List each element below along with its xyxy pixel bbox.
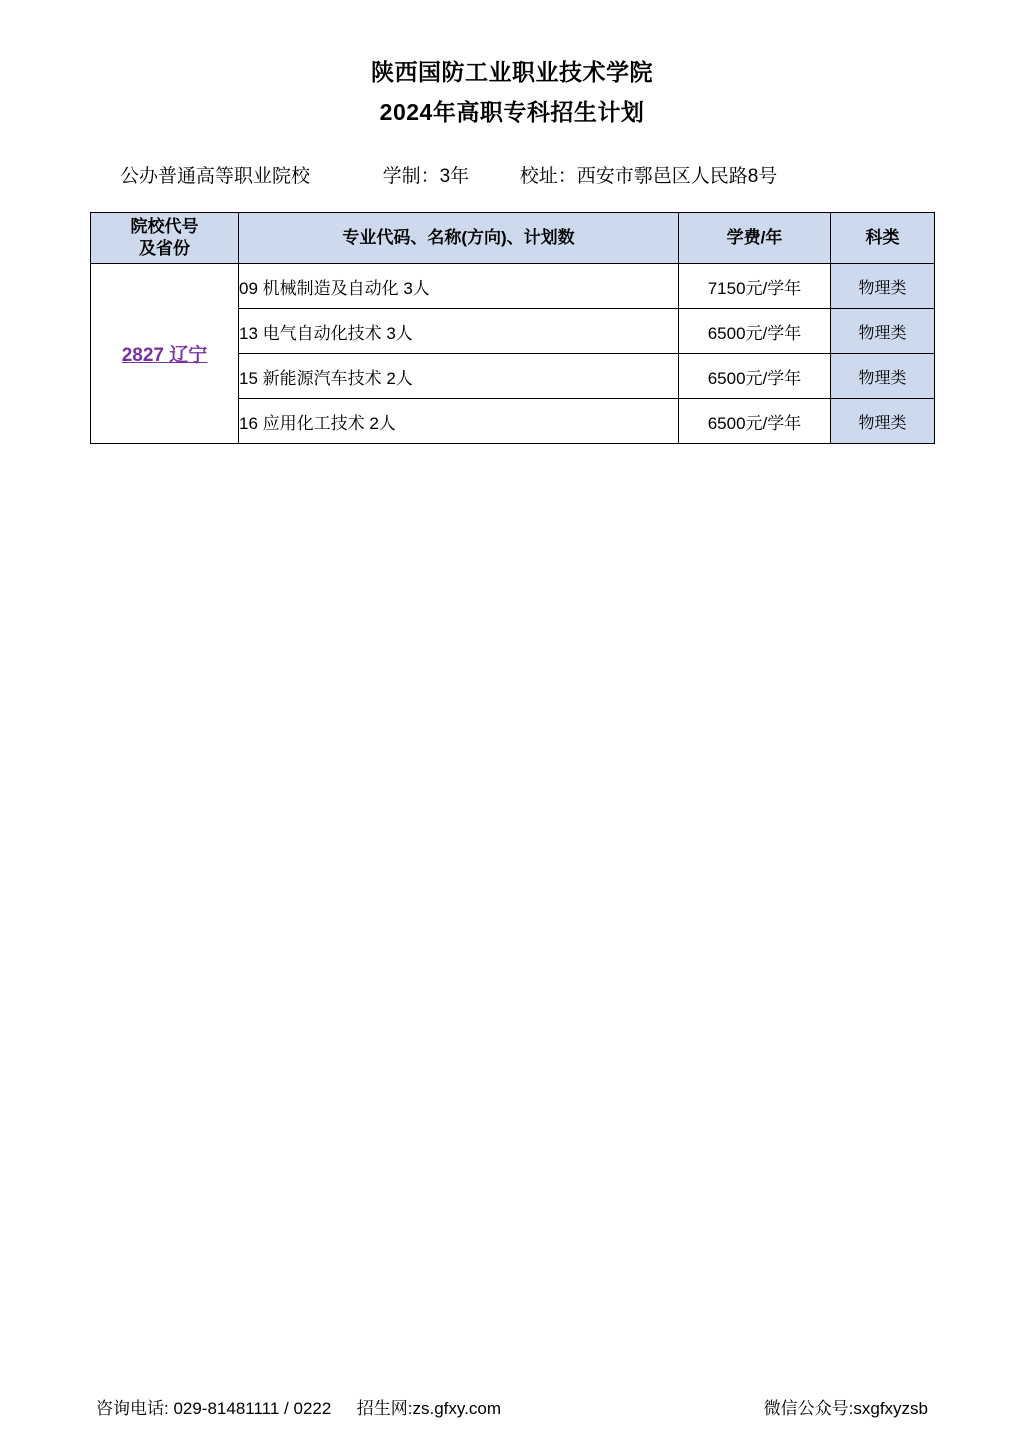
document-title-block	[0, 0, 1024, 132]
type-cell: 物理类	[831, 354, 935, 399]
page-title-line1: 陕西国防工业职业技术学院	[371, 59, 653, 85]
fee-cell: 6500元/学年	[679, 399, 831, 444]
fee-cell: 6500元/学年	[679, 309, 831, 354]
footer-contact-group	[96, 1394, 501, 1419]
header-type: 科类	[831, 213, 935, 264]
type-cell: 物理类	[831, 264, 935, 309]
header-school-code-line1: 院校代号	[130, 217, 199, 236]
page-title-line2: 2024年高职专科招生计划	[379, 99, 645, 125]
fee-cell: 6500元/学年	[679, 354, 831, 399]
school-info-row	[0, 164, 1024, 190]
major-cell: 16 应用化工技术 2人	[239, 399, 679, 444]
school-code-value: 2827 辽宁	[121, 345, 208, 366]
duration-label: 学制：3年	[382, 166, 470, 187]
table-header-row	[91, 213, 935, 264]
footer-wechat: 微信公众号:sxgfxyzsb	[763, 1399, 928, 1418]
major-cell: 13 电气自动化技术 3人	[239, 309, 679, 354]
school-type-label: 公办普通高等职业院校	[120, 166, 311, 187]
table-row	[91, 264, 935, 309]
admission-plan-table	[90, 212, 935, 444]
footer-website: 招生网:zs.gfxy.com	[356, 1399, 501, 1418]
page-footer	[0, 1394, 1024, 1419]
address-label: 校址：西安市鄠邑区人民路8号	[519, 166, 778, 187]
header-fee: 学费/年	[679, 213, 831, 264]
header-school-code-line2: 及省份	[139, 239, 190, 258]
type-cell: 物理类	[831, 309, 935, 354]
major-cell: 09 机械制造及自动化 3人	[239, 264, 679, 309]
major-cell: 15 新能源汽车技术 2人	[239, 354, 679, 399]
type-cell: 物理类	[831, 399, 935, 444]
header-major: 专业代码、名称(方向)、计划数	[239, 213, 679, 264]
fee-cell: 7150元/学年	[679, 264, 831, 309]
school-code-cell	[91, 264, 239, 444]
header-school-code	[91, 213, 239, 264]
footer-phone: 咨询电话: 029-81481111 / 0222	[96, 1399, 332, 1418]
